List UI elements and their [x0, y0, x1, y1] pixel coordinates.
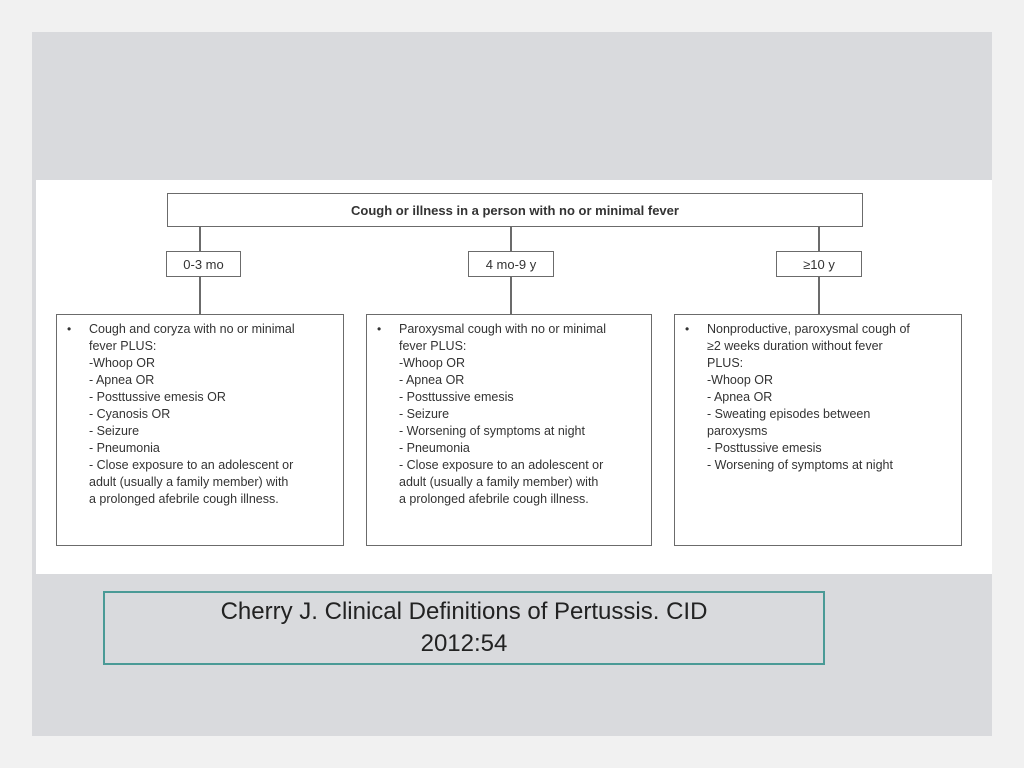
- criteria-box: [56, 314, 344, 546]
- criteria-line: - Pneumonia: [399, 441, 470, 455]
- criteria-line: - Pneumonia: [89, 441, 160, 455]
- criteria-line: - Posttussive emesis OR: [89, 390, 226, 404]
- connector-line: [510, 277, 512, 314]
- criteria-line: - Apnea OR: [89, 373, 155, 387]
- criteria-line: - Worsening of symptoms at night: [399, 424, 585, 438]
- bullet-marker: •: [377, 322, 382, 336]
- top-criteria-box: Cough or illness in a person with no or minimal fever: [167, 193, 863, 227]
- criteria-line: - Seizure: [399, 407, 450, 421]
- criteria-line: a prolonged afebrile cough illness.: [399, 492, 589, 506]
- pertussis-flowchart: [36, 180, 992, 574]
- bullet-marker: •: [685, 322, 690, 336]
- criteria-line: - Posttussive emesis: [707, 441, 822, 455]
- age-group-box: ≥10 y: [776, 251, 862, 277]
- criteria-line: - Seizure: [89, 424, 140, 438]
- criteria-line: - Cyanosis OR: [89, 407, 171, 421]
- criteria-line: - Sweating episodes between: [707, 407, 871, 421]
- citation-textbox[interactable]: [103, 591, 825, 665]
- criteria-line: ≥2 weeks duration without fever: [707, 339, 883, 353]
- criteria-line: - Posttussive emesis: [399, 390, 514, 404]
- criteria-box: [674, 314, 962, 546]
- criteria-line: fever PLUS:: [89, 339, 157, 353]
- criteria-line: PLUS:: [707, 356, 744, 370]
- connector-line: [818, 227, 820, 251]
- criteria-line: -Whoop OR: [399, 356, 465, 370]
- connector-line: [199, 277, 201, 314]
- criteria-line: - Worsening of symptoms at night: [707, 458, 893, 472]
- age-group-box: 0-3 mo: [166, 251, 241, 277]
- bullet-marker: •: [67, 322, 72, 336]
- connector-line: [510, 227, 512, 251]
- criteria-line: paroxysms: [707, 424, 768, 438]
- criteria-line: adult (usually a family member) with: [399, 475, 599, 489]
- connector-line: [199, 227, 201, 251]
- criteria-line: - Apnea OR: [707, 390, 773, 404]
- citation-line: Cherry J. Clinical Definitions of Pertussis. CID: [220, 598, 708, 625]
- connector-line: [818, 277, 820, 314]
- criteria-box: [366, 314, 652, 546]
- criteria-line: a prolonged afebrile cough illness.: [89, 492, 279, 506]
- criteria-line: adult (usually a family member) with: [89, 475, 289, 489]
- criteria-line: Nonproductive, paroxysmal cough of: [707, 322, 910, 336]
- citation-line: 2012:54: [420, 630, 508, 657]
- criteria-line: Paroxysmal cough with no or minimal: [399, 322, 607, 336]
- age-group-box: 4 mo-9 y: [468, 251, 554, 277]
- criteria-line: Cough and coryza with no or minimal: [89, 322, 295, 336]
- criteria-line: -Whoop OR: [89, 356, 155, 370]
- criteria-line: -Whoop OR: [707, 373, 773, 387]
- criteria-line: fever PLUS:: [399, 339, 467, 353]
- criteria-line: - Close exposure to an adolescent or: [399, 458, 604, 472]
- criteria-line: - Apnea OR: [399, 373, 465, 387]
- criteria-line: - Close exposure to an adolescent or: [89, 458, 294, 472]
